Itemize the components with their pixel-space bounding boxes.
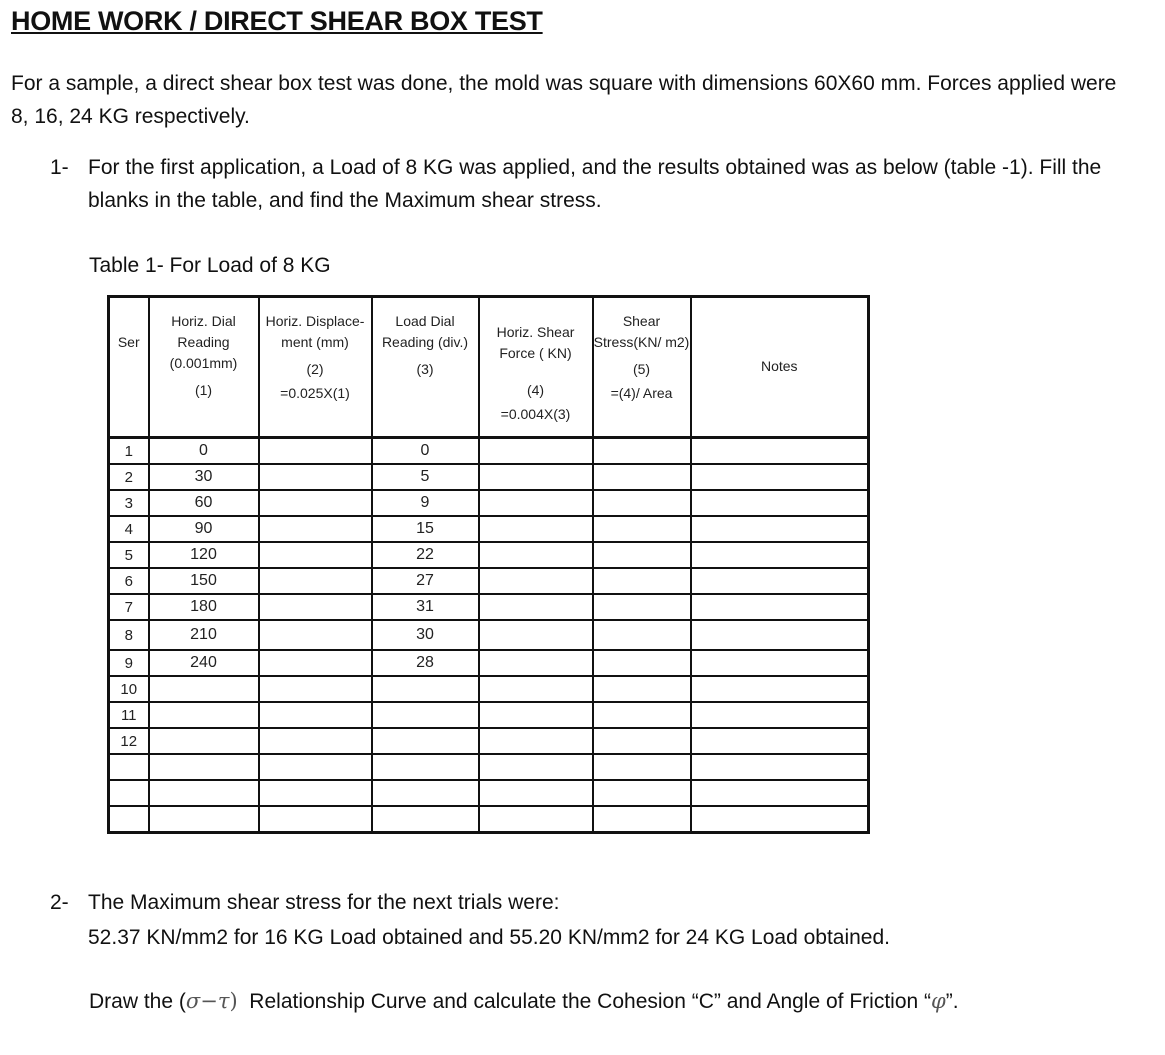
table-row <box>109 438 869 465</box>
header-horiz-displacement <box>259 297 372 438</box>
cell-dial: 150 <box>149 568 259 594</box>
cell-displacement <box>259 728 372 754</box>
cell-stress <box>593 806 691 833</box>
cell-force <box>479 780 593 806</box>
cell-ser: 11 <box>109 702 149 728</box>
cell-dial: 0 <box>149 438 259 465</box>
cell-dial: 210 <box>149 620 259 650</box>
cell-stress <box>593 728 691 754</box>
cell-load: 22 <box>372 542 479 568</box>
cell-force <box>479 676 593 702</box>
cell-dial <box>149 702 259 728</box>
cell-stress <box>593 568 691 594</box>
question-1 <box>50 151 1160 217</box>
cell-force <box>479 594 593 620</box>
minus-symbol: − <box>200 989 218 1013</box>
header-h4-sub1: (4) <box>526 382 545 398</box>
table-row <box>109 676 869 702</box>
cell-stress <box>593 490 691 516</box>
cell-dial: 120 <box>149 542 259 568</box>
cell-displacement <box>259 650 372 676</box>
table-header-row <box>109 297 869 438</box>
cell-load: 30 <box>372 620 479 650</box>
cell-force <box>479 542 593 568</box>
cell-ser <box>109 780 149 806</box>
cell-dial: 30 <box>149 464 259 490</box>
cell-stress <box>593 780 691 806</box>
cell-force <box>479 728 593 754</box>
header-ser <box>109 297 149 438</box>
cell-notes <box>691 516 869 542</box>
draw-prefix: Draw the ( <box>89 990 186 1013</box>
cell-notes <box>691 490 869 516</box>
table-row <box>109 542 869 568</box>
cell-dial <box>149 728 259 754</box>
cell-dial <box>149 754 259 780</box>
cell-ser: 6 <box>109 568 149 594</box>
phi-symbol: φ <box>931 989 946 1013</box>
cell-stress <box>593 594 691 620</box>
header-h1-label: Horiz. Dial Reading (0.001mm) <box>169 313 238 371</box>
cell-notes <box>691 806 869 833</box>
tau-symbol: τ <box>217 989 230 1013</box>
table-body <box>109 438 869 833</box>
table-row <box>109 780 869 806</box>
cell-notes <box>691 650 869 676</box>
header-horiz-shear-force <box>479 297 593 438</box>
table-row <box>109 620 869 650</box>
cell-dial <box>149 676 259 702</box>
header-h2-label: Horiz. Displace-ment (mm) <box>265 313 365 350</box>
header-h4-label: Horiz. Shear Force ( KN) <box>496 324 575 361</box>
cell-stress <box>593 676 691 702</box>
cell-force <box>479 754 593 780</box>
cell-dial: 90 <box>149 516 259 542</box>
cell-displacement <box>259 620 372 650</box>
cell-force <box>479 806 593 833</box>
cell-displacement <box>259 780 372 806</box>
cell-notes <box>691 438 869 465</box>
cell-ser: 4 <box>109 516 149 542</box>
header-notes-label: Notes <box>760 358 798 374</box>
header-ser-label: Ser <box>117 334 140 350</box>
cell-load: 31 <box>372 594 479 620</box>
cell-load: 5 <box>372 464 479 490</box>
question-2-number: 2- <box>50 891 69 914</box>
cell-stress <box>593 516 691 542</box>
cell-load <box>372 728 479 754</box>
header-h1-sub: (1) <box>194 382 213 398</box>
question-1-number: 1- <box>50 156 69 179</box>
cell-notes <box>691 542 869 568</box>
draw-instruction <box>89 989 959 1014</box>
header-horiz-dial-reading <box>149 297 259 438</box>
cell-load <box>372 806 479 833</box>
cell-ser: 12 <box>109 728 149 754</box>
cell-force <box>479 516 593 542</box>
cell-ser <box>109 754 149 780</box>
header-h2-sub1: (2) <box>306 361 324 377</box>
intro-paragraph: For a sample, a direct shear box test was done, the mold was square with dimensions 60X60 mm. Forces applied were 8, 16, 24 KG respectively. <box>11 72 1117 128</box>
cell-ser: 8 <box>109 620 149 650</box>
table-row <box>109 754 869 780</box>
cell-ser: 2 <box>109 464 149 490</box>
cell-dial: 180 <box>149 594 259 620</box>
cell-displacement <box>259 490 372 516</box>
cell-load <box>372 780 479 806</box>
cell-ser: 7 <box>109 594 149 620</box>
header-h2-sub2: =0.025X(1) <box>280 385 350 401</box>
draw-suffix: ”. <box>945 990 959 1013</box>
cell-force <box>479 464 593 490</box>
cell-displacement <box>259 754 372 780</box>
cell-displacement <box>259 516 372 542</box>
cell-notes <box>691 464 869 490</box>
cell-dial <box>149 780 259 806</box>
table-row <box>109 464 869 490</box>
table-row <box>109 594 869 620</box>
cell-load <box>372 754 479 780</box>
question-2 <box>50 885 1160 955</box>
cell-ser: 5 <box>109 542 149 568</box>
cell-force <box>479 650 593 676</box>
header-notes <box>691 297 869 438</box>
cell-displacement <box>259 438 372 465</box>
cell-load: 9 <box>372 490 479 516</box>
cell-force <box>479 620 593 650</box>
cell-load: 15 <box>372 516 479 542</box>
cell-stress <box>593 754 691 780</box>
cell-notes <box>691 676 869 702</box>
question-2-line-1: The Maximum shear stress for the next trials were: <box>88 891 560 914</box>
cell-stress <box>593 438 691 465</box>
cell-notes <box>691 754 869 780</box>
cell-stress <box>593 650 691 676</box>
cell-load: 0 <box>372 438 479 465</box>
table-row <box>109 516 869 542</box>
cell-load: 27 <box>372 568 479 594</box>
table-row <box>109 490 869 516</box>
close-paren: ) <box>229 989 238 1013</box>
cell-stress <box>593 620 691 650</box>
cell-load <box>372 676 479 702</box>
header-h3-sub: (3) <box>416 361 434 377</box>
cell-displacement <box>259 542 372 568</box>
results-table <box>107 295 870 834</box>
cell-dial <box>149 806 259 833</box>
cell-ser <box>109 806 149 833</box>
table-row <box>109 650 869 676</box>
question-1-text: For the first application, a Load of 8 KG was applied, and the results obtained was as below (table -1). Fill the blanks in the table, and find the Maximum shear stress. <box>88 156 1102 212</box>
table-row <box>109 568 869 594</box>
cell-displacement <box>259 568 372 594</box>
table-row <box>109 702 869 728</box>
question-2-line-2: 52.37 KN/mm2 for 16 KG Load obtained and 55.20 KN/mm2 for 24 KG Load obtained. <box>88 926 890 949</box>
cell-ser: 9 <box>109 650 149 676</box>
cell-ser: 10 <box>109 676 149 702</box>
cell-force <box>479 490 593 516</box>
cell-notes <box>691 594 869 620</box>
cell-notes <box>691 728 869 754</box>
cell-force <box>479 438 593 465</box>
cell-load: 28 <box>372 650 479 676</box>
header-h3-label: Load Dial Reading (div.) <box>381 313 469 350</box>
header-h4-sub2: =0.004X(3) <box>500 406 571 422</box>
cell-dial: 240 <box>149 650 259 676</box>
header-load-dial-reading <box>372 297 479 438</box>
cell-notes <box>691 568 869 594</box>
header-h5-sub2: =(4)/ Area <box>610 385 673 401</box>
cell-stress <box>593 702 691 728</box>
cell-ser: 3 <box>109 490 149 516</box>
cell-dial: 60 <box>149 490 259 516</box>
cell-load <box>372 702 479 728</box>
cell-stress <box>593 464 691 490</box>
sigma-symbol: σ <box>185 989 201 1013</box>
cell-displacement <box>259 806 372 833</box>
cell-force <box>479 702 593 728</box>
cell-displacement <box>259 676 372 702</box>
cell-displacement <box>259 702 372 728</box>
table-caption: Table 1- For Load of 8 KG <box>89 254 331 277</box>
cell-notes <box>691 702 869 728</box>
table-row <box>109 728 869 754</box>
draw-middle-text: Relationship Curve and calculate the Cohesion “C” and Angle of Friction “ <box>237 990 932 1013</box>
cell-displacement <box>259 464 372 490</box>
page-title: HOME WORK / DIRECT SHEAR BOX TEST <box>11 6 543 36</box>
cell-ser: 1 <box>109 438 149 465</box>
header-h5-sub1: (5) <box>632 361 651 377</box>
cell-displacement <box>259 594 372 620</box>
cell-notes <box>691 780 869 806</box>
cell-stress <box>593 542 691 568</box>
table-row <box>109 806 869 833</box>
cell-force <box>479 568 593 594</box>
cell-notes <box>691 620 869 650</box>
header-shear-stress <box>593 297 691 438</box>
header-h5-label: Shear Stress(KN/ m2) <box>593 313 690 350</box>
